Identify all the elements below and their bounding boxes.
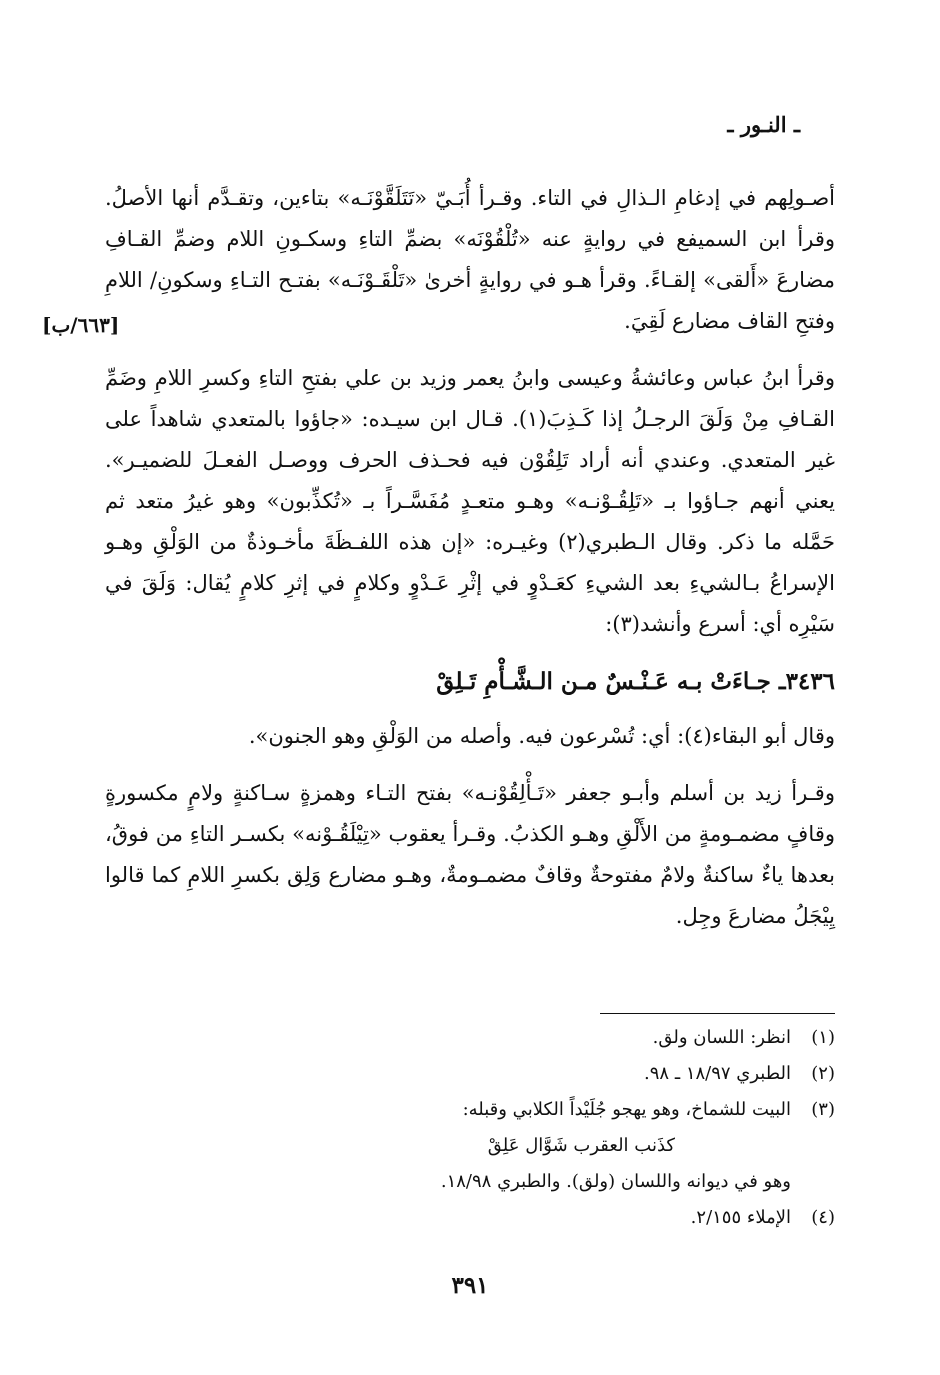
footnote-number: (٤) (811, 1207, 835, 1228)
footnote-2 (105, 1056, 835, 1092)
footnote-text: انظر: اللسان ولق. (652, 1027, 791, 1048)
footnote-3 (105, 1092, 835, 1128)
footnote-3-continuation: وهو في ديوانه واللسان (ولق). والطبري ١٨/٩٨. (440, 1171, 791, 1192)
page-number: ٣٩١ (451, 1272, 489, 1299)
footnotes (105, 1020, 835, 1236)
paragraph-3: وقال أبو البقاء(٤): أي: تُسْرعون فيه. وأصله من الوَلْقِ وهو الجنون». (248, 724, 835, 748)
main-text (105, 178, 835, 953)
footnote-text: الطبري ١٨/٩٧ ـ ٩٨. (644, 1063, 791, 1084)
paragraph-1: أصـولِهم في إدغامِ الـذالِ في التاء. وقـرأ أُبَـيّ «تَتَلَقَّوْنَـه» بتاءين، وتقـدَّم أنها الأصلُ. وقرأ ابن السميفع في روايةٍ عنه «تُلْقُوْنَه» بضمِّ التاءِ وسكـونِ اللام وضمِّ القـافِ مضارعَ «أَلقى» إلقـاءً. وقرأ هـو في روايةٍ أخرىٰ «تَلْقَـوْنَـه» بفتـح التـاءِ وسكونِ/ اللامِ وفتحِ القاف مضارع لَقِيَ. (105, 186, 835, 333)
verse-3436: ٣٤٣٦ـ جـاءَتْ بـه عَـنْـسٌ مـن الـشَّـأْمِ تَـلِقْ (436, 668, 835, 695)
footnote-number: (٣) (811, 1099, 835, 1120)
footnote-separator (600, 1013, 835, 1014)
footnote-number: (٢) (811, 1063, 835, 1084)
manuscript-folio-reference: [٦٦٣/ب] (42, 313, 120, 337)
footnote-number: (١) (811, 1027, 835, 1048)
footnote-1 (105, 1020, 835, 1056)
running-head: ـ النـور ـ (727, 112, 800, 137)
paragraph-4: وقـرأ زيد بن أسلم وأبـو جعفر «تَـأْلِقُوْنـه» بفتح التـاء وهمزةٍ سـاكنةٍ ولامٍ مكسورةٍ وقافٍ مضمـومةٍ من الأَلْقِ وهـو الكذبُ. وقـرأ يعقوب «تِيْلَقُـوْنه» بكسـر التاءِ من فوقُ، بعدها ياءٌ ساكنةٌ ولامٌ مفتوحةٌ وقافٌ مضمـومةٌ، وهـو مضارع وَلِق بكسرِ اللامِ كما قالوا يِيْجَلُ مضارعَ وجِل. (105, 781, 835, 928)
paragraph-2: وقرأ ابنُ عباس وعائشةُ وعيسى وابنُ يعمر وزيد بن علي بفتحِ التاءِ وكسرِ اللامِ وضَمِّ القـافِ مِنْ وَلَقَ الرجـلُ إذا كَـذِبَ(١). قـال ابن سيـده: «جاؤوا بالمتعدي شاهداً على غير المتعدي. وعندي أنه أراد تَلِقُوْن فيه فحـذف الحرف ووصـل الفعـلَ للضميـر». يعني أنهم جـاؤوا بـ «تَلِقُـوْنـه» وهـو متعـدٍ مُفَسَّـراً بـ «تُكذِّبون» وهو غيرُ متعد ثم حَمَّله ما ذكر. وقال الـطبري(٢) وغيـره: «إن هذه اللفـظَةَ مأخـوذةٌ من الوَلْقِ وهـو الإسراعُ بـالشيءِ بعد الشيءِ كعَـدْوٍ في إثْرِ عَـدْوٍ وكلامٍ في إثرِ كلامٍ يُقال: وَلَقَ في سَيْرِه أي: أسرع وأنشد(٣): (105, 366, 835, 636)
footnote-text: الإملاء ٢/١٥٥. (690, 1207, 791, 1228)
footnote-text: البيت للشماخ، وهو يهجو جُلَيْداً الكلابي وقبله: (462, 1099, 791, 1120)
footnote-4 (105, 1200, 835, 1236)
footnote-poem-line: كذَنب العقرب شَوَّال عَلِقْ (487, 1135, 675, 1156)
